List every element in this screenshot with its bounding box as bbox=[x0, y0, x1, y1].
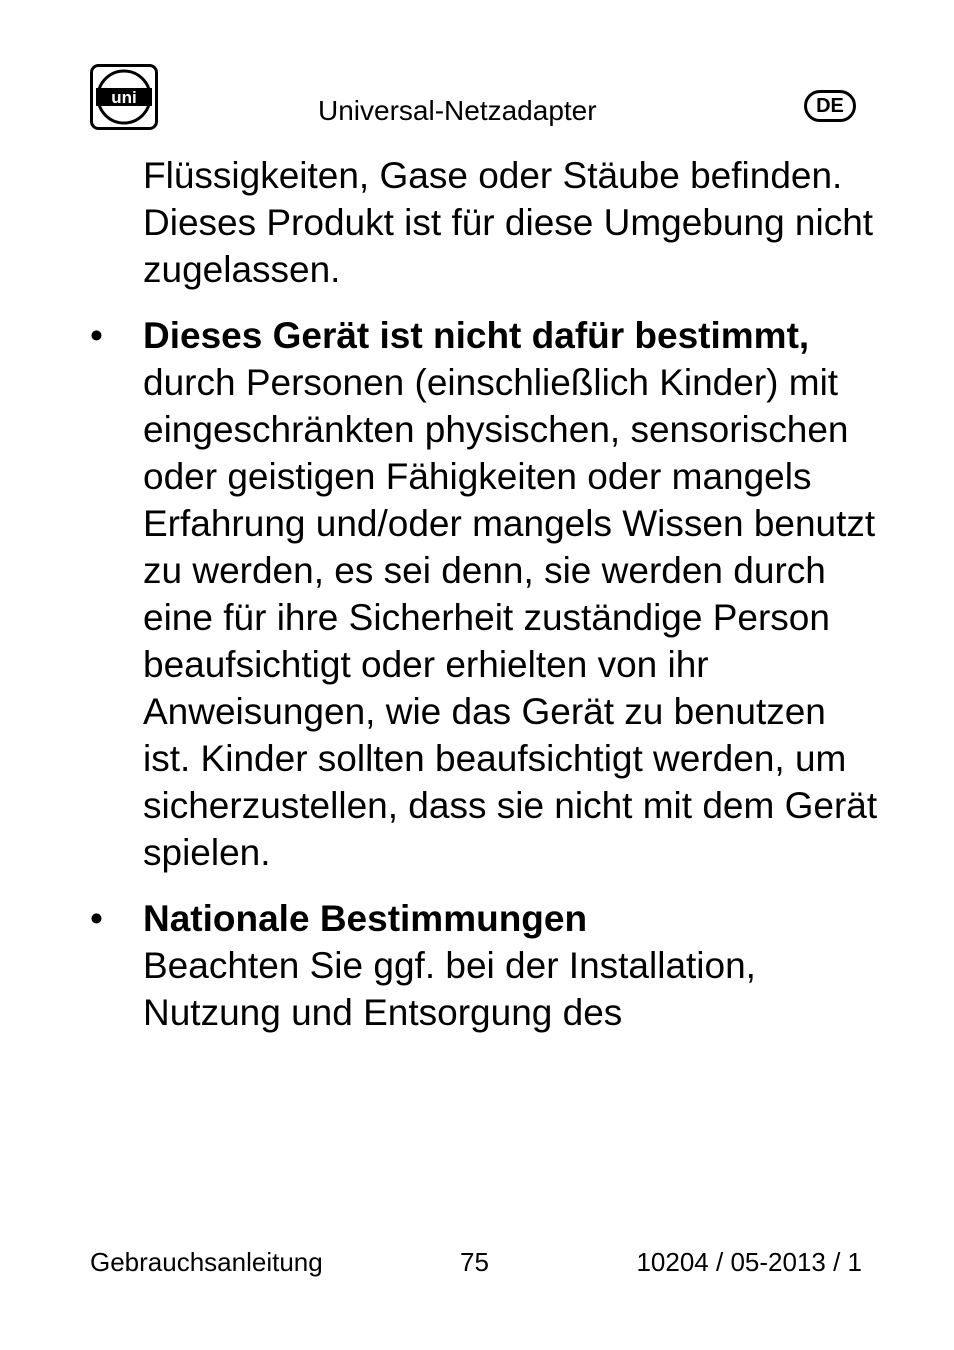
bullet-item-national-rules bbox=[90, 895, 880, 1036]
language-badge: DE bbox=[804, 90, 856, 122]
bullet-text: durch Personen (einschließlich Kinder) mit eingeschränkten physischen, sensorischen oder geistigen Fähigkeiten oder mangels Erfahrung und/oder mangels Wissen benutzt zu werden, es sei denn, sie werden durch eine für ihre Sicherheit zuständige Person beaufsichtigt oder erhielten von ihr Anweisungen, wie das Gerät zu benutzen ist. Kinder sollten beaufsichtigt werden, um sicherzustellen, dass sie nicht mit dem Gerät spielen. bbox=[143, 362, 878, 873]
page-number: 75 bbox=[460, 1247, 489, 1277]
bullet-text: Beachten Sie ggf. bei der Installation, Nutzung und Entsorgung des bbox=[143, 945, 756, 1033]
bullet-heading: Nationale Bestimmungen bbox=[143, 898, 588, 939]
header-title: Universal-Netzadapter bbox=[318, 95, 597, 126]
page-content bbox=[90, 152, 880, 1036]
footer-document-type: Gebrauchsanleitung bbox=[90, 1247, 323, 1277]
bullet-marker: • bbox=[90, 315, 103, 356]
footer-document-code: 10204 / 05-2013 / 1 bbox=[636, 1247, 862, 1277]
bullet-item-usage bbox=[90, 312, 880, 876]
uni-logo-icon bbox=[90, 64, 158, 130]
bullet-heading: Dieses Gerät ist nicht dafür bestimmt, bbox=[143, 315, 810, 356]
bullet-marker: • bbox=[90, 898, 103, 939]
svg-text:uni: uni bbox=[111, 88, 137, 107]
intro-paragraph: Flüssigkeiten, Gase oder Stäube befinden. Dieses Produkt ist für diese Umgebung nicht zugelassen. bbox=[143, 155, 874, 290]
